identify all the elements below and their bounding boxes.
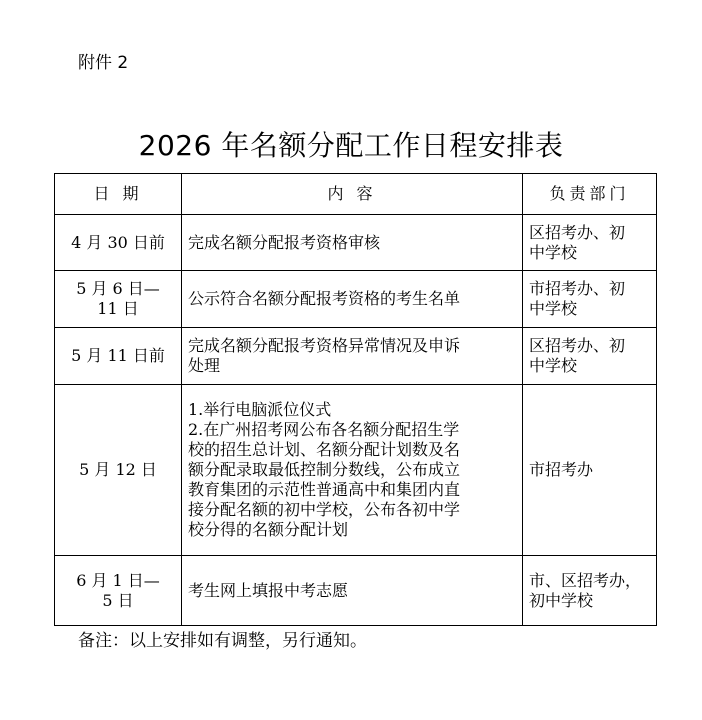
table-row — [55, 556, 657, 626]
dept-text: 市招考办、初 — [529, 279, 626, 298]
content-text: 完成名额分配报考资格审核 — [188, 232, 381, 252]
date-text: 5 月 11 日前 — [71, 346, 165, 365]
content-text: 1.举行电脑派位仪式 — [188, 400, 332, 419]
document-title: 2026 年名额分配工作日程安排表 — [138, 129, 564, 162]
content-text: 校分得的名额分配计划 — [188, 520, 349, 539]
content-text: 2.在广州招考网公布各名额分配招生学 — [188, 420, 460, 439]
dept-text: 中学校 — [529, 242, 578, 262]
dept-text: 中学校 — [529, 356, 578, 375]
date-cell — [55, 556, 182, 626]
header-date: 日 期 — [55, 174, 182, 215]
dept-text: 初中学校 — [529, 590, 594, 610]
dept-text: 区招考办、初 — [529, 222, 626, 242]
footnote: 备注：以上安排如有调整，另行通知。 — [78, 631, 367, 651]
content-cell — [182, 215, 523, 271]
date-text: 11 日 — [97, 299, 139, 318]
content-text: 接分配名额的初中学校，公布各初中学 — [188, 500, 461, 519]
dept-text: 区招考办、初 — [529, 336, 626, 355]
table-row — [55, 328, 657, 385]
date-text: 5 日 — [102, 590, 134, 610]
content-text: 校的招生总计划、名额分配计划数及名 — [188, 440, 461, 459]
content-text: 教育集团的示范性普通高中和集团内直 — [188, 480, 461, 499]
date-cell — [55, 271, 182, 328]
date-text: 5 月 6 日— — [76, 279, 160, 298]
dept-cell — [523, 271, 657, 328]
table-row — [55, 271, 657, 328]
content-text: 考生网上填报中考志愿 — [188, 580, 349, 600]
header-dept: 负责部门 — [523, 174, 657, 215]
dept-text: 中学校 — [529, 299, 578, 318]
content-text: 公示符合名额分配报考资格的考生名单 — [188, 289, 461, 308]
dept-cell — [523, 328, 657, 385]
dept-text: 市、区招考办， — [529, 570, 642, 590]
table-header-row — [55, 174, 657, 215]
dept-text: 市招考办 — [529, 460, 594, 479]
date-text: 5 月 12 日 — [79, 460, 157, 479]
content-cell — [182, 328, 523, 385]
date-text: 4 月 30 日前 — [71, 232, 165, 252]
schedule-table — [54, 173, 657, 626]
date-cell — [55, 215, 182, 271]
date-cell — [55, 385, 182, 556]
content-text: 额分配录取最低控制分数线，公布成立 — [188, 460, 461, 479]
table-row — [55, 215, 657, 271]
dept-cell — [523, 385, 657, 556]
content-cell — [182, 271, 523, 328]
date-cell — [55, 328, 182, 385]
content-text: 完成名额分配报考资格异常情况及申诉 — [188, 336, 461, 355]
date-text: 6 月 1 日— — [76, 570, 160, 590]
table-row — [55, 385, 657, 556]
content-cell — [182, 556, 523, 626]
dept-cell — [523, 215, 657, 271]
header-content: 内 容 — [182, 174, 523, 215]
content-cell — [182, 385, 523, 556]
dept-cell — [523, 556, 657, 626]
content-text: 处理 — [188, 356, 221, 375]
attachment-label: 附件 2 — [78, 53, 129, 73]
